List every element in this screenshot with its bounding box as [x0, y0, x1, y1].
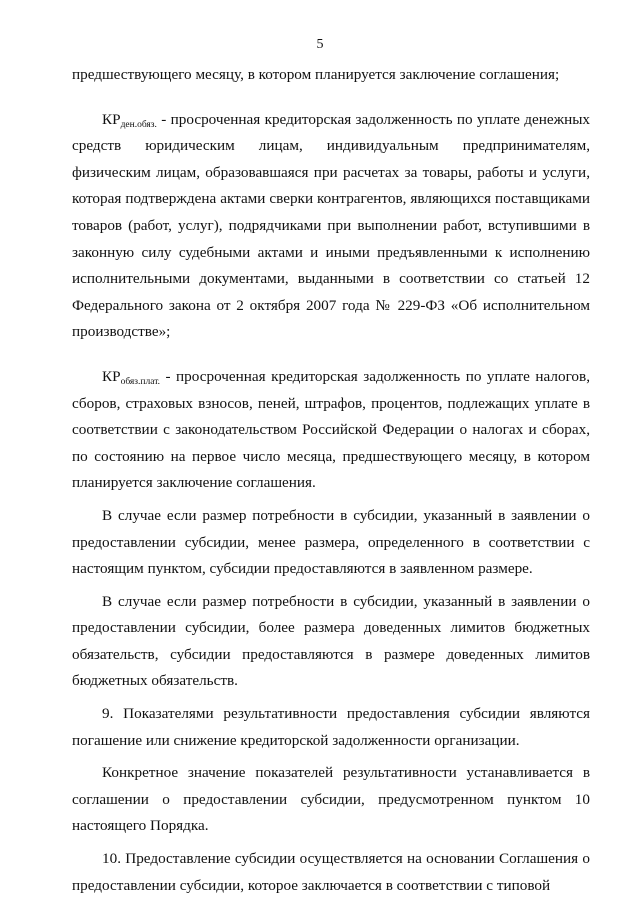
page-number: 5	[316, 37, 324, 52]
formula-symbol: КР	[102, 110, 121, 128]
paragraph-continuation: предшествующего месяцу, в котором планируется заключение соглашения;	[72, 66, 560, 83]
paragraph-less-than-case: В случае если размер потребности в субсидии, указанный в заявлении о предоставлении субсидии, менее размера, определенного в соответствии с настоящим пунктом, субсидии предоставляются в заявленном размере.	[72, 506, 590, 578]
definition-text: - просроченная кредиторская задолженность по уплате денежных средств юридическим лицам, индивидуальным предпринимателям, физическим лицам, образовавшаяся при расчетах за товары, работы и услуги, которая подтверждена актами сверки контрагентов, являющихся поставщиками товаров (работ, услуг), подрядчиками при выполнении работ, вступившими в законную силу судебными актами и иными предъявленными к исполнению исполнительными документами, выданными в соответствии со статьей 12 Федерального закона от 2 октября 2007 года № 229-ФЗ «Об исполнительном производстве»;	[72, 110, 590, 341]
paragraph-item-10: 10. Предоставление субсидии осуществляется на основании Соглашения о предоставлении субсидии, которое заключается в соответствии с типовой	[72, 850, 590, 894]
definition-text: - просроченная кредиторская задолженность по уплате налогов, сборов, страховых взносов, пеней, штрафов, процентов, подлежащих уплате в соответствии с законодательством Российской Федерации о налогах и сборах, по состоянию на первое число месяца, предшествующего месяцу, в котором планируется заключение соглашения.	[72, 367, 590, 492]
formula-symbol: КР	[102, 367, 121, 385]
document-body	[72, 62, 590, 899]
paragraph-item-9: 9. Показателями результативности предоставления субсидии являются погашение или снижение кредиторской задолженности организации.	[72, 705, 590, 749]
paragraph-definition-kr-monetary	[72, 107, 590, 346]
formula-subscript: ден.обяз.	[120, 119, 157, 130]
paragraph-definition-kr-mandatory-payments	[72, 364, 590, 497]
paragraph-indicator-value: Конкретное значение показателей результативности устанавливается в соглашении о предоставлении субсидии, предусмотренном пунктом 10 настоящего Порядка.	[72, 764, 590, 835]
paragraph-more-than-case: В случае если размер потребности в субсидии, указанный в заявлении о предоставлении субсидии, более размера доведенных лимитов бюджетных обязательств, субсидии предоставляются в размере доведенных лимитов бюджетных обязательств.	[72, 592, 590, 690]
formula-subscript: обяз.плат.	[120, 376, 161, 387]
